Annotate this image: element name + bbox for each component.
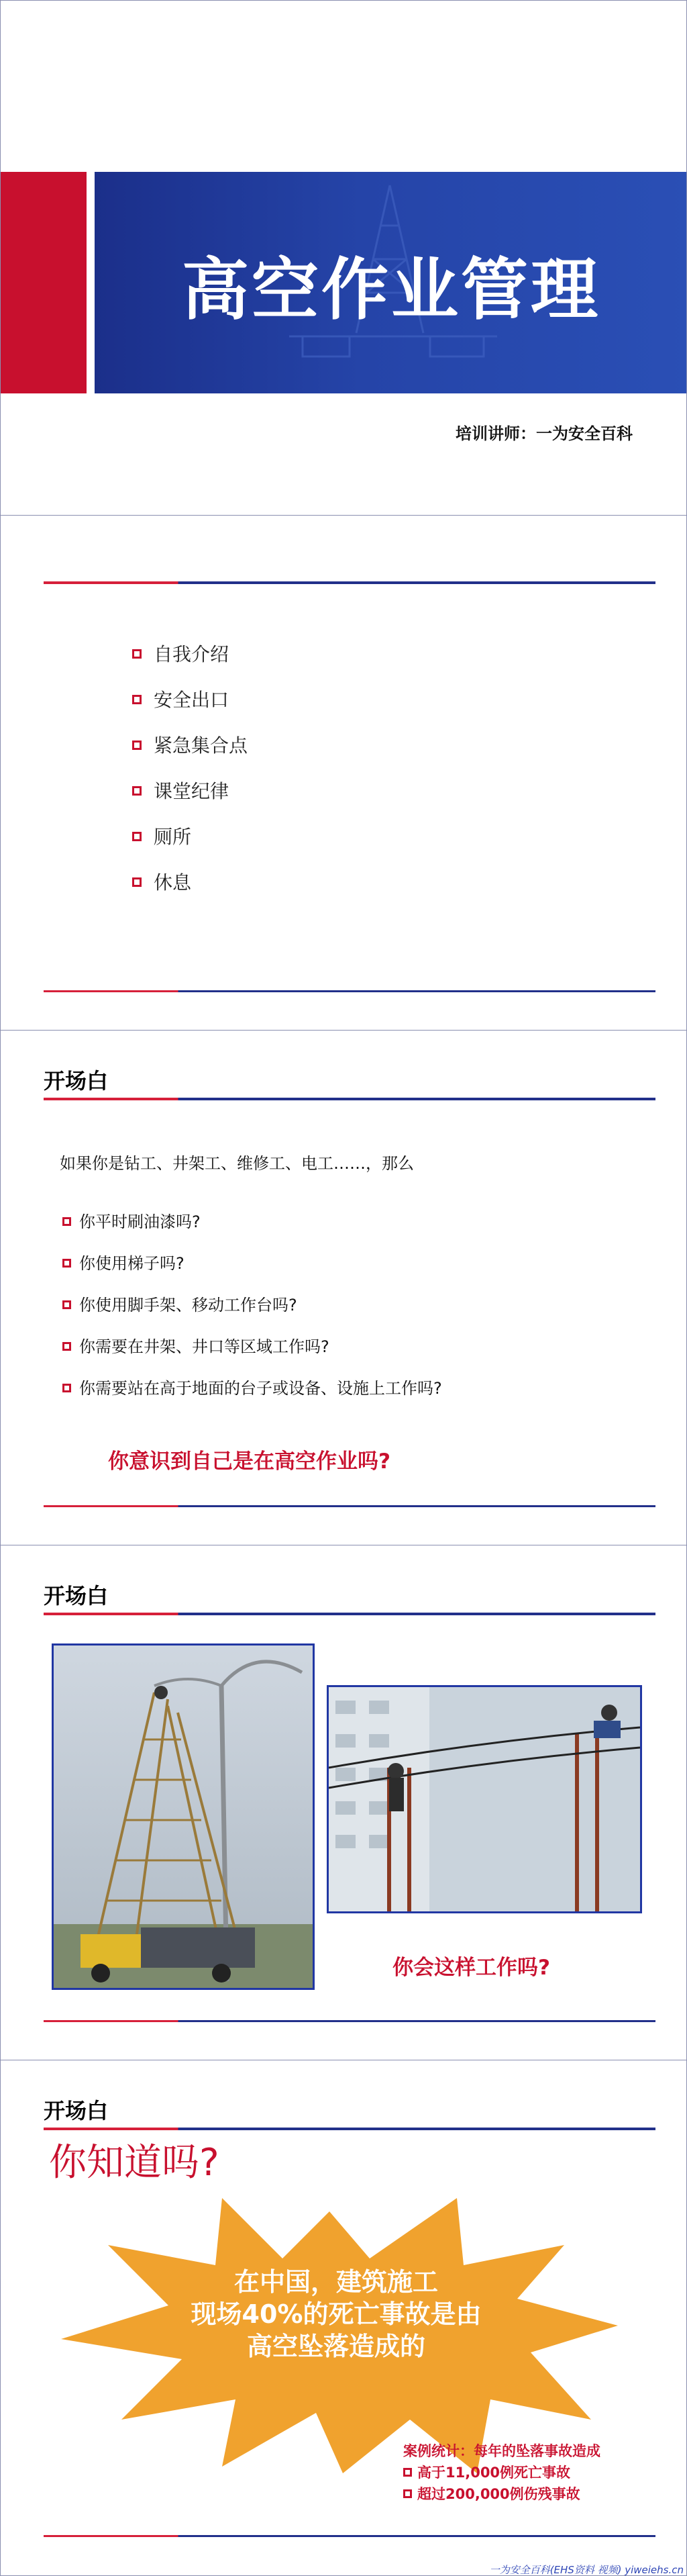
title-banner (95, 172, 687, 393)
list-item: 你使用脚手架、移动工作台吗? (62, 1295, 442, 1337)
checkbox-icon (132, 695, 142, 704)
list-item: 高于11,000例死亡事故 (403, 2462, 600, 2483)
checkbox-icon (132, 877, 142, 887)
question-list (62, 1212, 442, 1420)
workers-on-tower-photo (327, 1685, 642, 1913)
checkbox-icon (132, 832, 142, 841)
checkbox-icon (403, 2489, 412, 2498)
checkbox-icon (132, 649, 142, 659)
checkbox-icon (62, 1217, 71, 1226)
top-rule (44, 581, 655, 584)
slide-heading: 开场白 (44, 2098, 109, 2124)
bottom-rule (44, 2535, 655, 2537)
top-rule (44, 2128, 655, 2130)
slide-opening-photos (0, 1545, 687, 2061)
callout-question: 你意识到自己是在高空作业吗? (108, 1449, 390, 1474)
slide-heading: 开场白 (44, 1068, 109, 1094)
top-rule (44, 1613, 655, 1615)
checkbox-icon (132, 741, 142, 750)
bottom-rule (44, 1505, 655, 1507)
list-item: 你使用梯子吗? (62, 1253, 442, 1295)
callout-question: 你会这样工作吗? (392, 1956, 550, 1980)
slide-agenda (0, 515, 687, 1031)
checkbox-icon (132, 786, 142, 796)
slide-title (0, 0, 687, 516)
case-statistics (403, 2440, 600, 2505)
list-item: 课堂纪律 (132, 780, 248, 826)
source-watermark: 一为安全百科(EHS资料 视频) yiweiehs.cn (489, 2564, 684, 2576)
slide-did-you-know (0, 2060, 687, 2576)
trainer-credit: 培训讲师：一为安全百科 (456, 424, 633, 443)
checkbox-icon (62, 1342, 71, 1351)
agenda-list (132, 643, 248, 917)
checkbox-icon (62, 1300, 71, 1309)
red-accent-block (1, 172, 87, 393)
top-rule (44, 1098, 655, 1100)
slide-heading: 开场白 (44, 1583, 109, 1609)
list-item: 自我介绍 (132, 643, 248, 689)
checkbox-icon (62, 1259, 71, 1268)
bottom-rule (44, 990, 655, 992)
presentation-title: 高空作业管理 (182, 250, 600, 329)
stats-lead: 案例统计：每年的坠落事故造成 (403, 2443, 600, 2459)
list-item: 你平时刷油漆吗? (62, 1212, 442, 1253)
intro-text: 如果你是钻工、井架工、维修工、电工……，那么 (60, 1154, 414, 1173)
list-item: 你需要在井架、井口等区域工作吗? (62, 1337, 442, 1378)
checkbox-icon (403, 2468, 412, 2477)
list-item: 你需要站在高于地面的台子或设备、设施上工作吗? (62, 1378, 442, 1420)
list-item: 安全出口 (132, 689, 248, 734)
list-item: 超过200,000例伤残事故 (403, 2483, 600, 2505)
bottom-rule (44, 2020, 655, 2022)
list-item: 休息 (132, 871, 248, 917)
checkbox-icon (62, 1384, 71, 1392)
list-item: 厕所 (132, 826, 248, 871)
ladder-on-truck-photo (52, 1643, 315, 1990)
slide-opening-questions (0, 1030, 687, 1546)
did-you-know-title: 你知道吗? (49, 2141, 219, 2185)
burst-statement: 在中国，建筑施工 现场40%的死亡事故是由 高空坠落造成的 (191, 2267, 482, 2361)
list-item: 紧急集合点 (132, 734, 248, 780)
